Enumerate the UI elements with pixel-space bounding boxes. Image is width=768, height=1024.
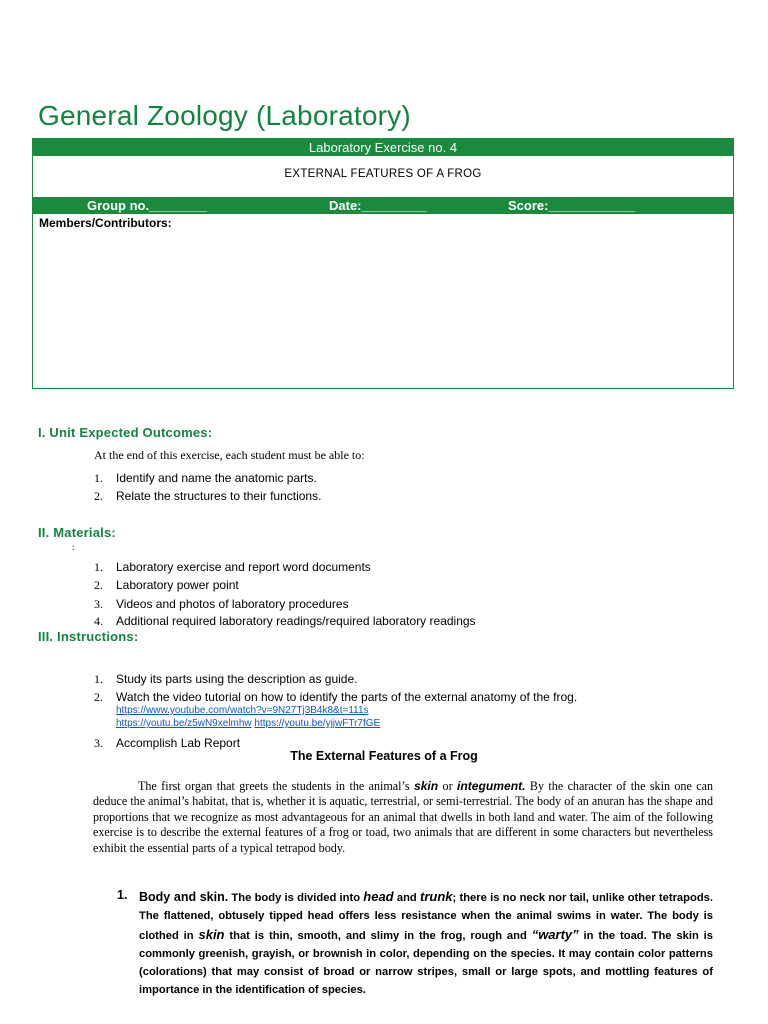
- intro-text: By the character of the skin one can deduce the animal’s habitat, that is, whether it is aquatic, terrestrial, or semi-terrestrial. The body of an anuran has the shape and proportions that we recognize as most advantageous for an animal that dwells in both land and water. The aim of the following exercise is to describe the external features of a frog or toad, two animals that are different in some characters but nevertheless exhibit the essential parts of a typical tetrapod body.: [93, 779, 714, 855]
- group-date-score-band: [33, 197, 733, 214]
- members-label: Members/Contributors:: [39, 216, 172, 230]
- list-number: 1.: [117, 888, 128, 902]
- term-warty: “warty”: [531, 926, 579, 942]
- term-trunk: trunk: [420, 889, 453, 904]
- item-text: The body is divided into: [228, 892, 364, 904]
- list-text: Additional required laboratory readings/required laboratory readings: [116, 614, 476, 628]
- section-heading-outcomes: I. Unit Expected Outcomes:: [38, 425, 213, 440]
- section-heading-materials: II. Materials:: [38, 525, 116, 540]
- term-integument: integument.: [457, 779, 526, 793]
- item-text: ; there is no neck nor tail, unlike other tetrapods. The flattened, obtusely tipped head offers less resistance when the animal swims in water. The body is clothed in: [139, 892, 713, 942]
- intro-paragraph: [93, 779, 713, 856]
- date-field-label: Date:_________: [329, 198, 427, 213]
- list-text: Accomplish Lab Report: [116, 736, 241, 750]
- item-text: in the toad. The skin is commonly greenish, grayish, or brownish in color, depending on the species. It may contain color patterns (colorations) that may consist of broad or narrow stripes, small or large spots, and mottling features of importance in the identification of species.: [139, 929, 713, 997]
- list-number: 2.: [94, 690, 103, 704]
- video-link-short-1[interactable]: https://youtu.be/z5wN9xelmhw: [116, 718, 252, 729]
- list-number: 1.: [94, 672, 103, 686]
- list-number: 1.: [94, 560, 103, 574]
- list-text: Study its parts using the description as guide.: [116, 672, 358, 686]
- intro-text: The first organ that greets the students in the animal’s: [138, 779, 414, 793]
- list-text: Relate the structures to their functions.: [116, 489, 322, 503]
- item-text: that is thin, smooth, and slimy in the frog, rough and: [224, 929, 532, 942]
- item-lead-in: Body and skin.: [139, 890, 229, 904]
- item-text: and: [393, 892, 421, 904]
- intro-text: or: [438, 779, 458, 793]
- stray-colon: :: [72, 542, 75, 552]
- list-number: 4.: [94, 614, 103, 628]
- list-text: Watch the video tutorial on how to identify the parts of the external anatomy of the frog.: [116, 690, 578, 704]
- list-number: 3.: [94, 597, 103, 611]
- body-and-skin-paragraph: [139, 888, 713, 1000]
- section-heading-instructions: III. Instructions:: [38, 629, 139, 644]
- video-link-youtube[interactable]: https://www.youtube.com/watch?v=9N27Tj3B4k8&t=111s: [116, 705, 369, 716]
- term-head: head: [363, 889, 394, 904]
- video-link-short-2[interactable]: https://youtu.be/yjjwFTr7fGE: [254, 718, 381, 729]
- list-number: 2.: [94, 489, 103, 503]
- exercise-number-band: Laboratory Exercise no. 4: [33, 139, 733, 156]
- list-number: 2.: [94, 578, 103, 592]
- group-field-label: Group no.________: [87, 198, 207, 213]
- term-skin: skin: [198, 926, 225, 942]
- score-field-label: Score:____________: [508, 198, 636, 213]
- term-skin: skin: [413, 779, 439, 793]
- outcomes-lead-text: At the end of this exercise, each student must be able to:: [94, 448, 365, 462]
- page-title: General Zoology (Laboratory): [38, 100, 411, 131]
- list-text: Videos and photos of laboratory procedures: [116, 597, 349, 611]
- section-subtitle: The External Features of a Frog: [290, 749, 478, 763]
- list-text: Laboratory exercise and report word documents: [116, 560, 371, 574]
- list-number: 1.: [94, 471, 103, 485]
- list-number: 3.: [94, 736, 103, 750]
- list-text: Identify and name the anatomic parts.: [116, 471, 317, 485]
- list-text: Laboratory power point: [116, 578, 239, 592]
- exercise-title: EXTERNAL FEATURES OF A FROG: [284, 168, 482, 180]
- exercise-header-box: [32, 138, 734, 389]
- video-links-row: [116, 718, 380, 729]
